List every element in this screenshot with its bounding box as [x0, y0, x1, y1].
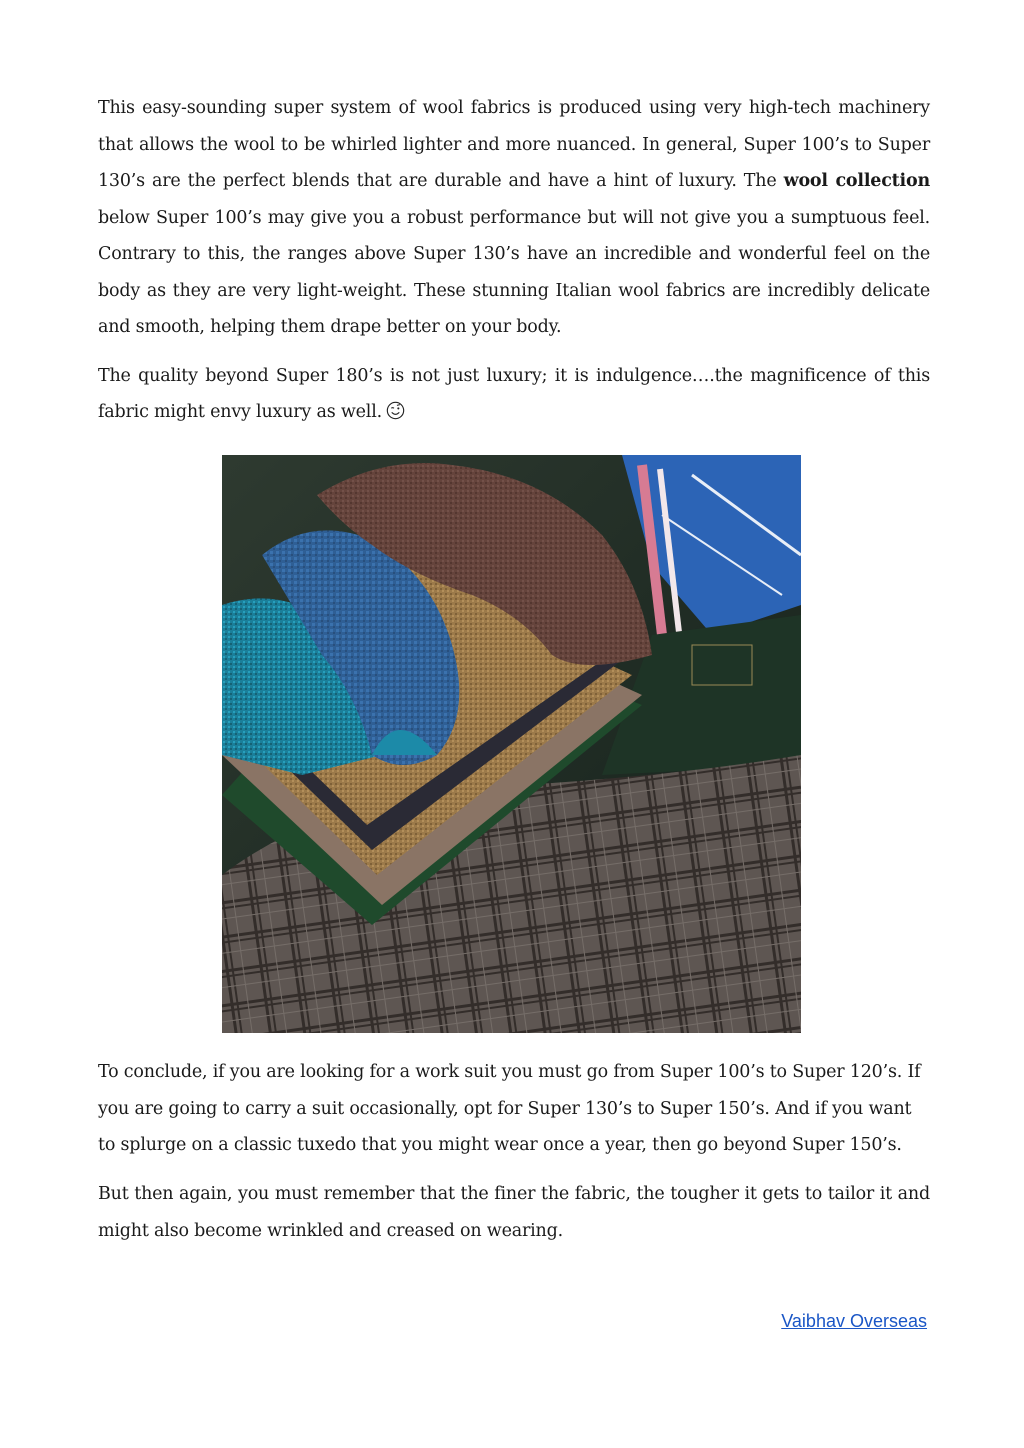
paragraph-conclusion: To conclude, if you are looking for a work suit you must go from Super 100’s to Super 120’s. If you are going to carry a suit occasionally, opt for Super 130’s to Super 150’s. And if you want to splurge on a classic tuxedo that you might wear once a year, then go beyond Super 150’s. [98, 1062, 921, 1155]
vaibhav-overseas-link[interactable]: Vaibhav Overseas [781, 1311, 927, 1331]
wool-collection-bold-text: wool collection [783, 171, 930, 191]
paragraph-text: This easy-sounding super system of wool fabrics is produced using very high-tech machinery that allows the wool to be whirled lighter and more nuanced. In general, Super 100’s to Super 130’s are the perfect blends that are durable and have a hint of luxury. The [98, 98, 930, 191]
paragraph-text: below Super 100’s may give you a robust performance but will not give you a sumptuous feel. Contrary to this, the ranges above Super 130’s have an incredible and wonderful feel on the body as they are very light-weight. These stunning Italian wool fabrics are incredibly delicate and smooth, helping them drape better on your body. [98, 207, 930, 337]
paragraph-finer-fabric: But then again, you must remember that the finer the fabric, the tougher it gets to tailor it and might also become wrinkled and creased on wearing. [98, 1184, 930, 1241]
winking-face-icon [386, 401, 405, 420]
paragraph-wool-super-system [98, 90, 930, 346]
fabric-swatches-illustration [222, 455, 801, 1033]
paragraph-quality-beyond [98, 358, 930, 431]
document-body [98, 90, 930, 431]
paragraph-text: The quality beyond Super 180’s is not just luxury; it is indulgence….the magnificence of this fabric might envy luxury as well. [98, 365, 930, 422]
fabric-swatches-image [222, 455, 801, 1033]
